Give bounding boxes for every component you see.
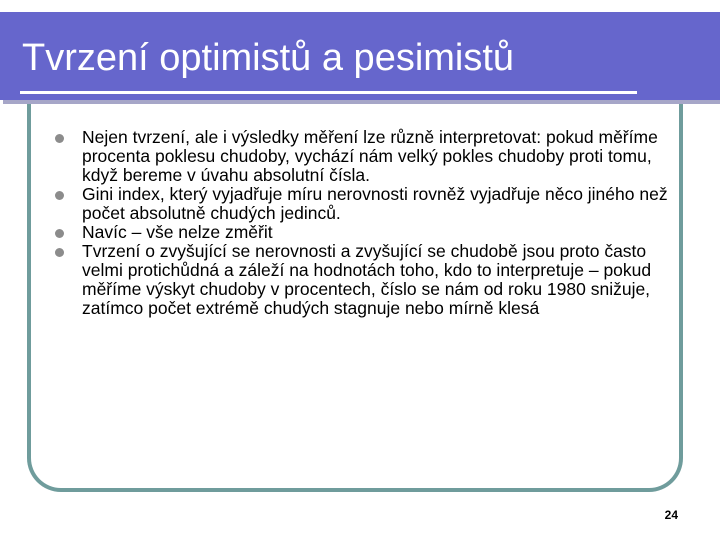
bullet-text: Gini index, který vyjadřuje míru nerovnosti rovněž vyjadřuje něco jiného než počet absolutně chudých jedinců. bbox=[82, 184, 668, 223]
bullet-text: Tvrzení o zvyšující se nerovnosti a zvyšující se chudobě jsou proto často velmi protichůdná a záleží na hodnotách toho, kdo to interpretuje – pokud měříme výskyt chudoby v procentech, číslo se nám od roku 1980 snižuje, zatímco počet extrémě chudých stagnuje nebo mírně klesá bbox=[82, 241, 652, 318]
page-number: 24 bbox=[664, 508, 678, 522]
bullet-text: Nejen tvrzení, ale i výsledky měření lze různě interpretovat: pokud měříme procenta poklesu chudoby, vychází nám velký pokles chudoby proti tomu, když bereme v úvahu absolutní čísla. bbox=[82, 127, 658, 185]
bullet-dot-icon bbox=[55, 248, 64, 257]
bullet-dot-icon bbox=[55, 134, 64, 143]
bullet-item bbox=[62, 128, 680, 185]
bullet-dot-icon bbox=[55, 191, 64, 200]
bullet-text: Navíc – vše nelze změřit bbox=[82, 222, 273, 242]
slide-title: Tvrzení optimistů a pesimistů bbox=[22, 37, 515, 79]
bullet-list bbox=[62, 128, 680, 318]
bullet-dot-icon bbox=[55, 229, 64, 238]
title-underline bbox=[20, 91, 637, 94]
bullet-item bbox=[62, 185, 680, 223]
bullet-item bbox=[62, 242, 680, 318]
bullet-item bbox=[62, 223, 680, 242]
title-bar bbox=[0, 12, 720, 100]
